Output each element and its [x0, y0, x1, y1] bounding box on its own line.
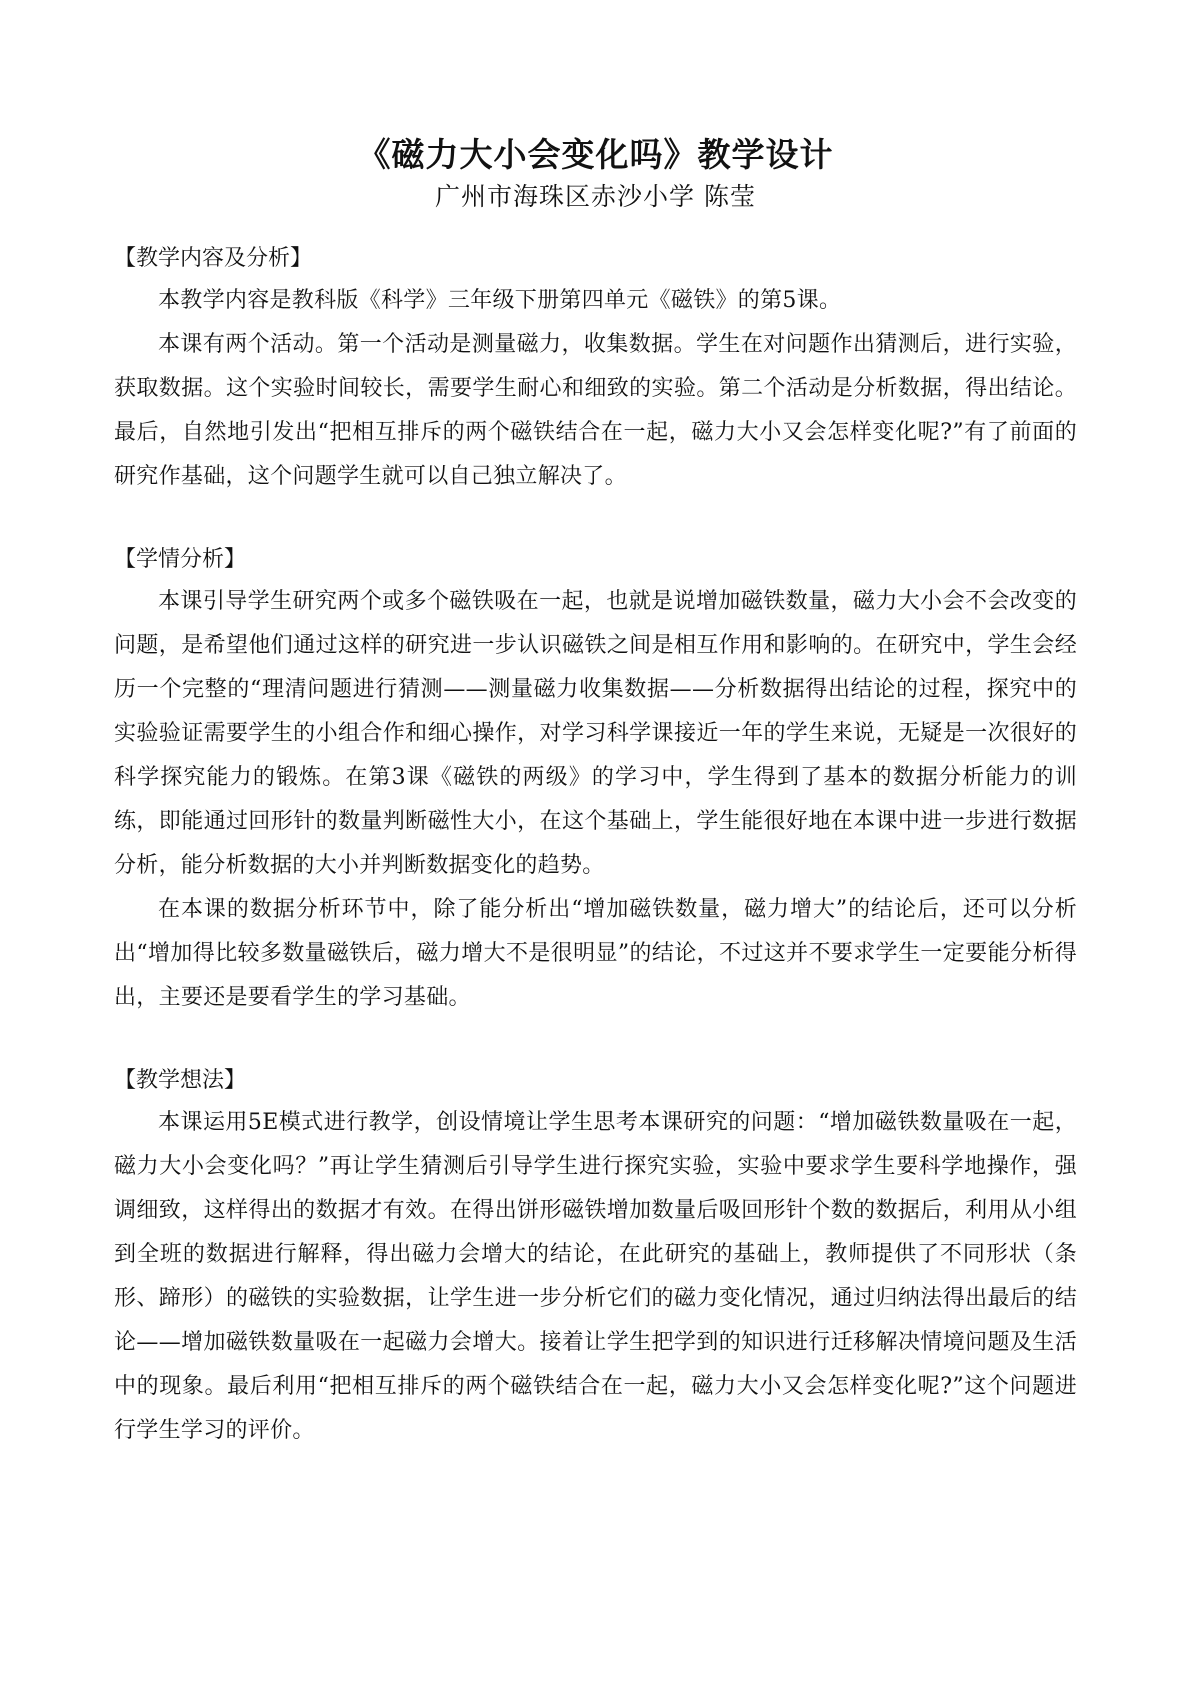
document-author: 广州市海珠区赤沙小学 陈莹: [435, 182, 756, 211]
paragraph: 本课运用5E模式进行教学，创设情境让学生思考本课研究的问题：“增加磁铁数量吸在一起，磁力大小会变化吗？”再让学生猜测后引导学生进行探究实验，实验中要求学生要科学地操作，强调细致，这样得出的数据才有效。在得出饼形磁铁增加数量后吸回形针个数的数据后，利用从小组到全班的数据进行解释，得出磁力会增大的结论，在此研究的基础上，教师提供了不同形状（条形、蹄形）的磁铁的实验数据，让学生进一步分析它们的磁力变化情况，通过归纳法得出最后的结论——增加磁铁数量吸在一起磁力会增大。接着让学生把学到的知识进行迁移解决情境问题及生活中的现象。最后利用“把相互排斥的两个磁铁结合在一起，磁力大小又会怎样变化呢?”这个问题进行学生学习的评价。: [114, 1110, 1077, 1443]
paragraph: 在本课的数据分析环节中，除了能分析出“增加磁铁数量，磁力增大”的结论后，还可以分析出“增加得比较多数量磁铁后，磁力增大不是很明显”的结论，不过这并不要求学生一定要能分析得出，主要还是要看学生的学习基础。: [114, 897, 1077, 1010]
section-content-analysis: [114, 238, 1077, 499]
paragraph: 本课有两个活动。第一个活动是测量磁力，收集数据。学生在对问题作出猜测后，进行实验，获取数据。这个实验时间较长，需要学生耐心和细致的实验。第二个活动是分析数据，得出结论。最后，自然地引发出“把相互排斥的两个磁铁结合在一起，磁力大小又会怎样变化呢?”有了前面的研究作基础，这个问题学生就可以自己独立解决了。: [114, 332, 1077, 489]
paragraph: 本教学内容是教科版《科学》三年级下册第四单元《磁铁》的第5课。: [158, 288, 842, 313]
section-heading: 【教学内容及分析】: [114, 246, 313, 271]
section-student-analysis: [114, 539, 1077, 1020]
section-heading: 【教学想法】: [114, 1068, 247, 1093]
paragraph: 本课引导学生研究两个或多个磁铁吸在一起，也就是说增加磁铁数量，磁力大小会不会改变的问题，是希望他们通过这样的研究进一步认识磁铁之间是相互作用和影响的。在研究中，学生会经历一个完整的“理清问题进行猜测——测量磁力收集数据——分析数据得出结论的过程，探究中的实验验证需要学生的小组合作和细心操作，对学习科学课接近一年的学生来说，无疑是一次很好的科学探究能力的锻炼。在第3课《磁铁的两级》的学习中，学生得到了基本的数据分析能力的训练，即能通过回形针的数量判断磁性大小，在这个基础上，学生能很好地在本课中进一步进行数据分析，能分析数据的大小并判断数据变化的趋势。: [114, 589, 1077, 878]
section-heading: 【学情分析】: [114, 547, 247, 572]
document-title: 《磁力大小会变化吗》教学设计: [357, 135, 834, 174]
section-teaching-ideas: [114, 1060, 1077, 1453]
